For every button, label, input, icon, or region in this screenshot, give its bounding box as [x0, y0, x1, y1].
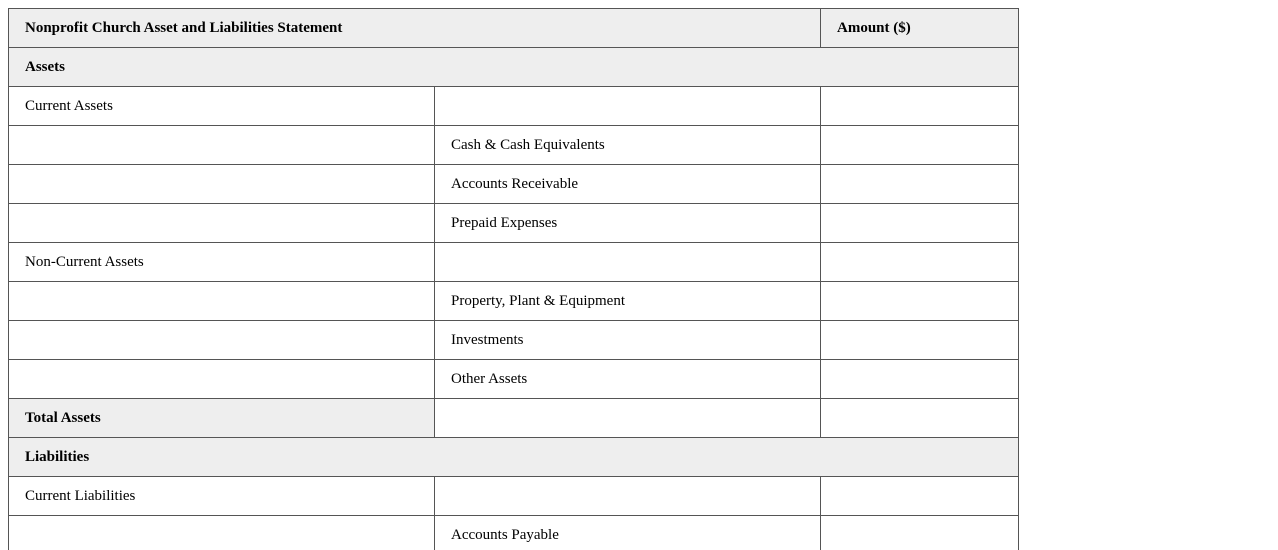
- amount-cell: [821, 243, 1019, 282]
- amount-cell: [821, 87, 1019, 126]
- asset-liabilities-table: [8, 8, 1019, 550]
- category-row: [9, 243, 1019, 282]
- table-row: [9, 282, 1019, 321]
- item-label: Investments: [435, 321, 821, 360]
- amount-column-header: Amount ($): [821, 9, 1019, 48]
- category-cell-empty: [9, 126, 435, 165]
- total-assets-label: Total Assets: [9, 399, 435, 438]
- category-cell-empty: [9, 165, 435, 204]
- category-cell-empty: [9, 516, 435, 550]
- item-cell-empty: [435, 243, 821, 282]
- statement-title: Nonprofit Church Asset and Liabilities Statement: [9, 9, 821, 48]
- item-label: Accounts Receivable: [435, 165, 821, 204]
- table-row: [9, 204, 1019, 243]
- category-cell-empty: [9, 282, 435, 321]
- table-header-row: [9, 9, 1019, 48]
- amount-cell: [821, 399, 1019, 438]
- category-cell-empty: [9, 204, 435, 243]
- table-row: [9, 165, 1019, 204]
- item-label: Cash & Cash Equivalents: [435, 126, 821, 165]
- table-row: [9, 516, 1019, 550]
- amount-cell: [821, 282, 1019, 321]
- amount-cell: [821, 477, 1019, 516]
- category-label-current-liabilities: Current Liabilities: [9, 477, 435, 516]
- section-row-assets: [9, 48, 1019, 87]
- item-cell-empty: [435, 399, 821, 438]
- total-row: [9, 399, 1019, 438]
- category-row: [9, 477, 1019, 516]
- table-row: [9, 126, 1019, 165]
- amount-cell: [821, 126, 1019, 165]
- table-row: [9, 321, 1019, 360]
- category-row: [9, 87, 1019, 126]
- category-label-non-current-assets: Non-Current Assets: [9, 243, 435, 282]
- item-label: Property, Plant & Equipment: [435, 282, 821, 321]
- section-heading-assets: Assets: [9, 48, 1019, 87]
- category-cell-empty: [9, 360, 435, 399]
- table-row: [9, 360, 1019, 399]
- category-cell-empty: [9, 321, 435, 360]
- item-label: Other Assets: [435, 360, 821, 399]
- amount-cell: [821, 165, 1019, 204]
- amount-cell: [821, 321, 1019, 360]
- item-label: Prepaid Expenses: [435, 204, 821, 243]
- amount-cell: [821, 360, 1019, 399]
- section-heading-liabilities: Liabilities: [9, 438, 1019, 477]
- category-label-current-assets: Current Assets: [9, 87, 435, 126]
- amount-cell: [821, 204, 1019, 243]
- amount-cell: [821, 516, 1019, 550]
- item-cell-empty: [435, 87, 821, 126]
- item-label: Accounts Payable: [435, 516, 821, 550]
- item-cell-empty: [435, 477, 821, 516]
- section-row-liabilities: [9, 438, 1019, 477]
